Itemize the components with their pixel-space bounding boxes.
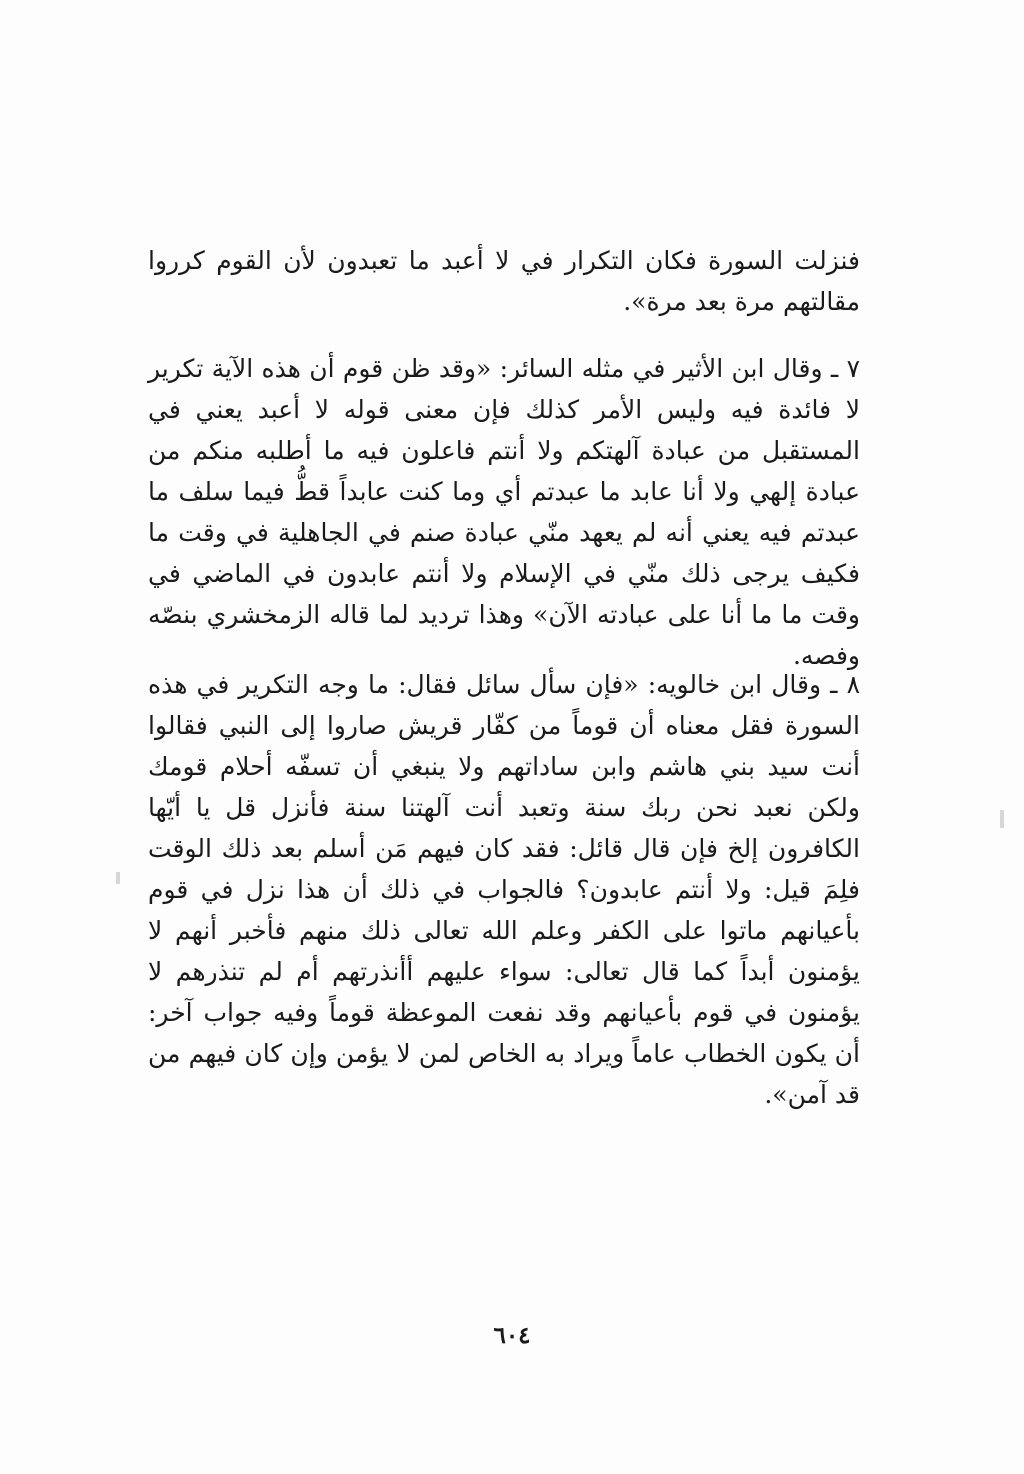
- paragraph-3: [148, 664, 860, 1115]
- paragraph-2: [148, 348, 860, 676]
- paragraph-3-text: ٨ ـ وقال ابن خالويه: «فإن سأل سائل فقال: ما وجه التكرير في هذه السورة فقل معناه أن قوماً من كفّار قريش صاروا إلى النبي فقالوا أنت سيد بني هاشم وابن ساداتهم ولا ينبغي أن تسفّه أحلام قومك ولكن نعبد نحن ربك سنة وتعبد أنت آلهتنا سنة فأنزل قل يا أيّها الكافرون إلخ فإن قال قائل: فقد كان فيهم مَن أسلم بعد ذلك الوقت فلِمَ قيل: ولا أنتم عابدون؟ فالجواب في ذلك أن هذا نزل في قوم بأعيانهم ماتوا على الكفر وعلم الله تعالى ذلك منهم فأخبر أنهم لا يؤمنون أبداً كما قال تعالى: سواء عليهم أأنذرتهم أم لم تنذرهم لا يؤمنون في قوم بأعيانهم وقد نفعت الموعظة قوماً وفيه جواب آخر: أن يكون الخطاب عاماً ويراد به الخاص لمن لا يؤمن وإن كان فيهم من قد آمن».: [148, 670, 860, 1109]
- scan-margin-mark: [116, 872, 120, 884]
- page-number: ٦٠٤: [493, 1322, 531, 1349]
- scan-margin-mark: [1000, 810, 1004, 828]
- paragraph-2-text: ٧ ـ وقال ابن الأثير في مثله السائر: «وقد ظن قوم أن هذه الآية تكرير لا فائدة فيه وليس الأمر كذلك فإن معنى قوله لا أعبد يعني في المستقبل من عبادة آلهتكم ولا أنتم فاعلون فيه ما أطلبه منكم من عبادة إلهي ولا أنا عابد ما عبدتم أي وما كنت عابداً قطُّ فيما سلف ما عبدتم فيه يعني أنه لم يعهد منّي عبادة صنم في الجاهلية في وقت ما فكيف يرجى ذلك منّي في الإسلام ولا أنتم عابدون في الماضي في وقت ما ما أنا على عبادته الآن» وهذا ترديد لما قاله الزمخشري بنصّه وفصه.: [148, 354, 860, 670]
- paragraph-1: [148, 240, 860, 322]
- paragraph-1-text: فنزلت السورة فكان التكرار في لا أعبد ما تعبدون لأن القوم كرروا مقالتهم مرة بعد مرة».: [148, 246, 860, 316]
